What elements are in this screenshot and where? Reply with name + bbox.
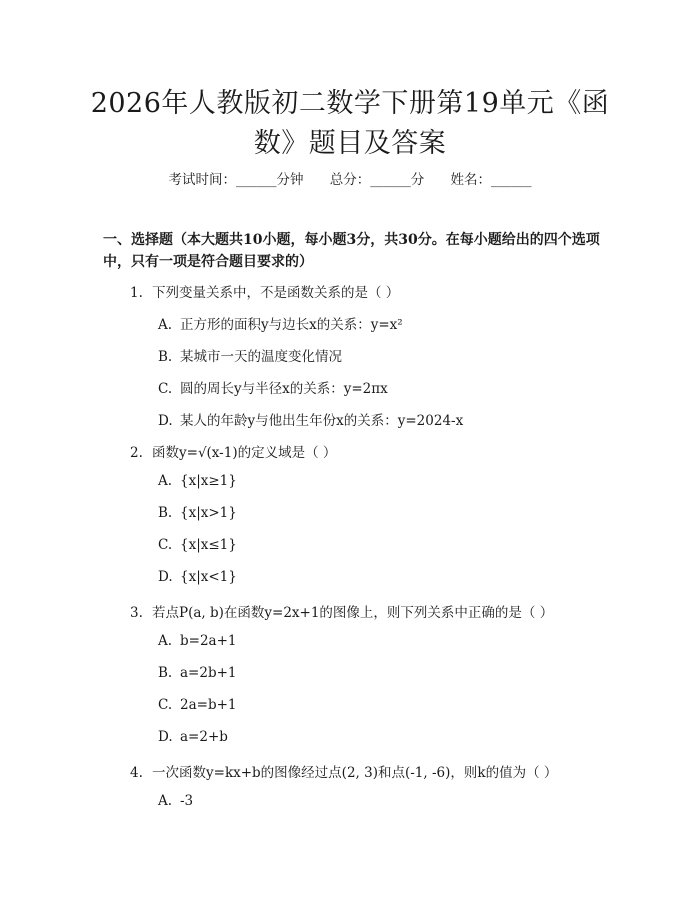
option-text: {x|x≤1} <box>180 537 237 553</box>
option-letter: A. <box>158 317 173 333</box>
option-letter: D. <box>158 729 173 745</box>
exam-total-score: 总分：______分 <box>329 172 425 188</box>
question <box>130 281 399 301</box>
option-text: a=2b+1 <box>180 665 237 681</box>
option-text: 某人的年龄y与他出生年份x的关系：y=2024-x <box>180 413 464 429</box>
option <box>158 633 237 649</box>
option-text: a=2+b <box>180 729 228 745</box>
option <box>158 793 193 809</box>
option-letter: C. <box>158 697 173 713</box>
option-letter: D. <box>158 569 173 585</box>
option-text: 圆的周长y与半径x的关系：y=2πx <box>180 381 388 397</box>
question-text: 一次函数y=kx+b的图像经过点(2, 3)和点(-1, -6)，则k的值为（ ） <box>152 765 558 781</box>
option-text: {x|x≥1} <box>180 473 237 489</box>
exam-meta <box>0 168 700 188</box>
question-text: 下列变量关系中，不是函数关系的是（ ） <box>152 285 400 301</box>
question-number: 3. <box>130 605 143 621</box>
option-letter: A. <box>158 633 173 649</box>
option <box>158 505 237 521</box>
option <box>158 537 237 553</box>
option <box>158 729 228 745</box>
option-text: 某城市一天的温度变化情况 <box>180 349 342 365</box>
option <box>158 697 237 713</box>
exam-time: 考试时间：______分钟 <box>168 172 304 188</box>
section-heading: 一、选择题（本大题共10小题，每小题3分，共30分。在每小题给出的四个选项中，只有一项是符合题目要求的） <box>103 232 600 270</box>
option-letter: D. <box>158 413 173 429</box>
option <box>158 313 403 333</box>
question <box>130 441 336 461</box>
question-number: 1. <box>130 285 143 301</box>
option-letter: C. <box>158 537 173 553</box>
option-text: {x|x<1} <box>180 569 237 585</box>
option-letter: B. <box>158 505 173 521</box>
question-number: 4. <box>130 765 143 781</box>
option-text: -3 <box>180 793 194 809</box>
option <box>158 473 237 489</box>
option-text: 2a=b+1 <box>180 697 237 713</box>
question <box>130 761 557 781</box>
option <box>158 345 342 365</box>
option-letter: C. <box>158 381 173 397</box>
option <box>158 409 463 429</box>
question-text: 函数y=√(x-1)的定义域是（ ） <box>152 445 337 461</box>
option-letter: B. <box>158 665 173 681</box>
option <box>158 377 388 397</box>
option-text: b=2a+1 <box>180 633 237 649</box>
option <box>158 569 237 585</box>
option-text: 正方形的面积y与边长x的关系：y=x² <box>180 317 403 333</box>
exam-name: 姓名：______ <box>450 172 532 188</box>
document-title: 2026年人教版初二数学下册第19单元《函数》题目及答案 <box>90 88 610 159</box>
option <box>158 665 237 681</box>
option-letter: A. <box>158 473 173 489</box>
option-letter: B. <box>158 349 173 365</box>
question-number: 2. <box>130 445 143 461</box>
question-text: 若点P(a, b)在函数y=2x+1的图像上，则下列关系中正确的是（ ） <box>152 605 554 621</box>
option-text: {x|x>1} <box>180 505 237 521</box>
option-letter: A. <box>158 793 173 809</box>
question <box>130 601 553 621</box>
